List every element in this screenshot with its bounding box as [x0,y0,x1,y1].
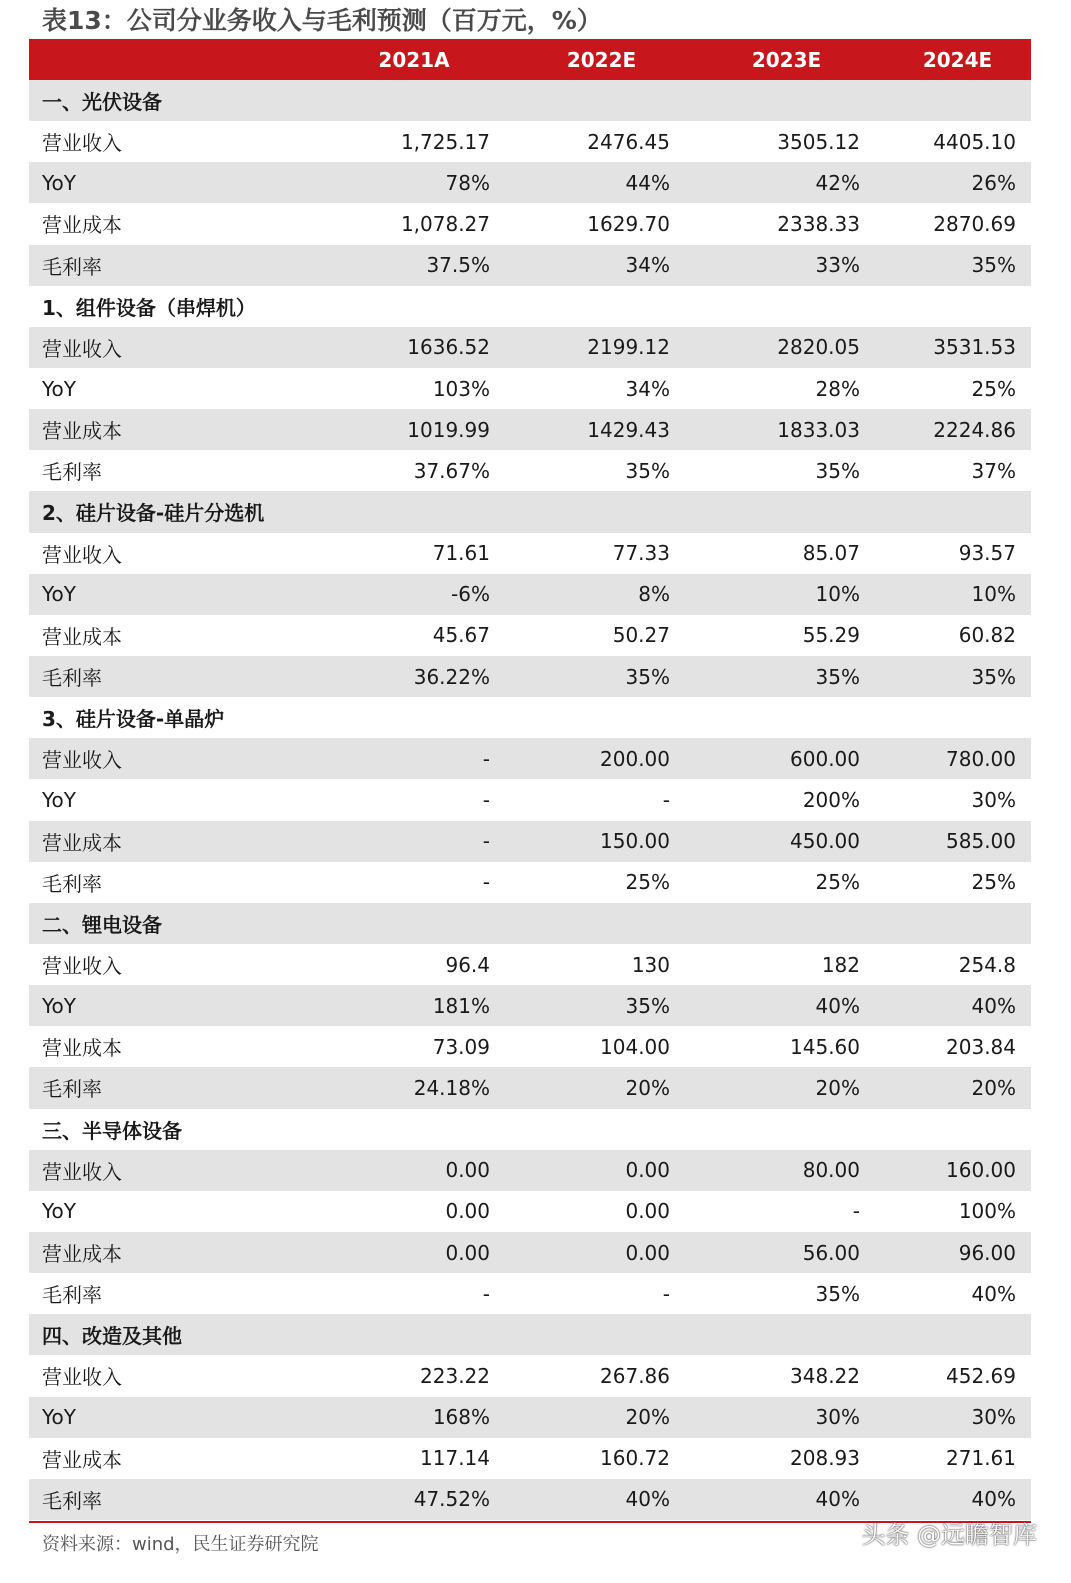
value-cell: 117.14 [420,1446,490,1471]
row-label: YoY [42,170,77,195]
section-title: 2、硅片设备-硅片分选机 [42,501,265,526]
value-cell: 1,078.27 [400,211,490,236]
value-cell: 452.69 [946,1363,1016,1388]
table-row [29,203,1031,244]
section-title: 1、组件设备（串焊机） [42,295,256,320]
value-cell: 26% [971,170,1016,195]
row-label: YoY [42,376,77,401]
section-header-row [29,80,1031,121]
value-cell: 35% [625,993,670,1018]
value-cell: 44% [625,170,670,195]
row-label: 营业成本 [42,830,122,855]
value-cell: - [482,746,490,771]
value-cell: 200.00 [600,746,670,771]
row-label: 毛利率 [42,666,102,691]
row-label: 毛利率 [42,254,102,279]
value-cell: 25% [971,376,1016,401]
value-cell: 2476.45 [587,129,670,154]
forecast-table [29,39,1031,1520]
table-row [29,1438,1031,1479]
value-cell: 8% [638,582,670,607]
table-row [29,245,1031,286]
value-cell: 3505.12 [777,129,860,154]
table-row [29,1397,1031,1438]
value-cell: 35% [625,664,670,689]
value-cell: 85.07 [802,541,860,566]
table-row [29,533,1031,574]
value-cell: 168% [432,1405,490,1430]
watermark: 头条 @远瞻智库 [861,1521,1037,1549]
section-header-row [29,1314,1031,1355]
value-cell: 25% [971,870,1016,895]
value-cell: 0.00 [625,1199,670,1224]
row-label: 营业成本 [42,624,122,649]
table-row [29,656,1031,697]
row-label: 营业成本 [42,1242,122,1266]
value-cell: 93.57 [958,541,1016,566]
value-cell: 96.4 [445,952,490,977]
value-cell: 145.60 [790,1034,860,1059]
section-title: 四、改造及其他 [42,1324,182,1349]
section-title: 三、半导体设备 [42,1118,182,1143]
value-cell: 0.00 [625,1240,670,1265]
value-cell: 203.84 [946,1034,1016,1059]
section-header-row [29,1109,1031,1150]
value-cell: 73.09 [432,1034,490,1059]
table-row [29,821,1031,862]
value-cell: 1019.99 [407,417,490,442]
row-label: 营业收入 [42,748,122,773]
table-row [29,862,1031,903]
row-label: 营业收入 [42,131,122,156]
row-label: 营业成本 [42,1036,122,1061]
value-cell: 1629.70 [587,211,670,236]
value-cell: 208.93 [790,1446,860,1471]
header-2021a: 2021A [378,47,450,72]
value-cell: 2870.69 [933,211,1016,236]
value-cell: - [482,1281,490,1306]
value-cell: 56.00 [802,1240,860,1265]
value-cell: - [482,870,490,895]
table-row [29,1355,1031,1396]
value-cell: 150.00 [600,829,670,854]
value-cell: - [482,787,490,812]
table-row [29,1273,1031,1314]
value-cell: 42% [815,170,860,195]
value-cell: 50.27 [612,623,670,648]
value-cell: 2820.05 [777,335,860,360]
table-row [29,368,1031,409]
value-cell: 20% [625,1075,670,1100]
table-row [29,1150,1031,1191]
value-cell: 160.00 [946,1158,1016,1183]
value-cell: 25% [815,870,860,895]
value-cell: 35% [815,664,860,689]
table-row [29,162,1031,203]
value-cell: 348.22 [790,1363,860,1388]
value-cell: 160.72 [600,1446,670,1471]
value-cell: 47.52% [413,1487,490,1512]
section-title: 一、光伏设备 [42,90,162,115]
value-cell: 2338.33 [777,211,860,236]
value-cell: 182 [821,952,860,977]
value-cell: - [852,1199,860,1224]
table-row [29,985,1031,1026]
value-cell: 34% [625,376,670,401]
value-cell: 25% [625,870,670,895]
section-header-row [29,286,1031,327]
value-cell: 80.00 [802,1158,860,1183]
value-cell: 40% [971,1487,1016,1512]
value-cell: 20% [815,1075,860,1100]
table-row [29,615,1031,656]
value-cell: 35% [815,458,860,483]
value-cell: 55.29 [802,623,860,648]
table-row [29,944,1031,985]
value-cell: 34% [625,253,670,278]
row-label: 毛利率 [42,1488,102,1513]
value-cell: 103% [432,376,490,401]
value-cell: 37.67% [413,458,490,483]
row-label: 毛利率 [42,1077,102,1102]
value-cell: - [662,1281,670,1306]
value-cell: 30% [971,787,1016,812]
table-row [29,327,1031,368]
section-header-row [29,697,1031,738]
value-cell: 35% [815,1281,860,1306]
table-title: 表13：公司分业务收入与毛利预测（百万元，%） [42,6,602,35]
value-cell: 20% [625,1405,670,1430]
value-cell: 35% [625,458,670,483]
source-note: 资料来源：wind，民生证券研究院 [42,1534,319,1555]
row-label: YoY [42,1199,77,1224]
value-cell: 78% [445,170,490,195]
row-label: 营业收入 [42,542,122,567]
row-label: 毛利率 [42,460,102,485]
value-cell: 40% [971,993,1016,1018]
header-2023e: 2023E [751,47,822,72]
row-label: 营业收入 [42,1159,122,1184]
row-label: YoY [42,582,77,607]
value-cell: 3531.53 [933,335,1016,360]
value-cell: 37.5% [426,253,490,278]
section-title: 3、硅片设备-单晶炉 [42,707,225,732]
section-header-row [29,903,1031,944]
value-cell: 271.61 [946,1446,1016,1471]
value-cell: 130 [631,952,670,977]
value-cell: 40% [971,1281,1016,1306]
value-cell: 450.00 [790,829,860,854]
value-cell: 20% [971,1075,1016,1100]
table-row [29,1067,1031,1108]
value-cell: 45.67 [432,623,490,648]
value-cell: 33% [815,253,860,278]
row-label: 毛利率 [42,871,102,896]
table-body [29,80,1031,1520]
value-cell: 2199.12 [587,335,670,360]
row-label: 营业收入 [42,1365,122,1390]
value-cell: 37% [971,458,1016,483]
value-cell: 24.18% [413,1075,490,1100]
table-row [29,121,1031,162]
value-cell: 254.8 [958,952,1016,977]
table-header [29,39,1031,80]
row-label: YoY [42,787,77,812]
value-cell: 1833.03 [777,417,860,442]
row-label: 毛利率 [42,1283,102,1308]
value-cell: 200% [802,787,860,812]
value-cell: 71.61 [432,541,490,566]
value-cell: 77.33 [612,541,670,566]
row-label: 营业成本 [42,419,122,444]
value-cell: 0.00 [445,1240,490,1265]
table-row [29,1479,1031,1520]
section-header-row [29,491,1031,532]
value-cell: - [482,829,490,854]
header-2024e: 2024E [922,47,993,72]
table-row [29,1026,1031,1067]
table-row [29,1232,1031,1273]
value-cell: -6% [451,582,490,607]
value-cell: 181% [432,993,490,1018]
value-cell: 100% [958,1199,1016,1224]
value-cell: - [662,787,670,812]
value-cell: 10% [815,582,860,607]
value-cell: 30% [815,1405,860,1430]
value-cell: 0.00 [625,1158,670,1183]
value-cell: 96.00 [958,1240,1016,1265]
table-row [29,450,1031,491]
row-label: 营业成本 [42,213,122,238]
value-cell: 600.00 [790,746,860,771]
row-label: 营业收入 [42,336,122,361]
value-cell: 35% [971,253,1016,278]
value-cell: 4405.10 [933,129,1016,154]
value-cell: 40% [815,993,860,1018]
table-row [29,574,1031,615]
value-cell: 1429.43 [587,417,670,442]
value-cell: 36.22% [413,664,490,689]
value-cell: 1,725.17 [400,129,490,154]
value-cell: 2224.86 [933,417,1016,442]
section-title: 二、锂电设备 [42,912,162,937]
row-label: YoY [42,1405,77,1430]
value-cell: 267.86 [600,1363,670,1388]
value-cell: 780.00 [946,746,1016,771]
table-row [29,738,1031,779]
value-cell: 223.22 [420,1363,490,1388]
header-2022e: 2022E [566,47,637,72]
table-row [29,409,1031,450]
value-cell: 0.00 [445,1158,490,1183]
value-cell: 585.00 [946,829,1016,854]
value-cell: 40% [625,1487,670,1512]
row-label: YoY [42,993,77,1018]
value-cell: 60.82 [958,623,1016,648]
value-cell: 104.00 [600,1034,670,1059]
value-cell: 28% [815,376,860,401]
value-cell: 30% [971,1405,1016,1430]
table-row [29,1191,1031,1232]
value-cell: 1636.52 [407,335,490,360]
row-label: 营业成本 [42,1447,122,1472]
value-cell: 35% [971,664,1016,689]
value-cell: 40% [815,1487,860,1512]
value-cell: 0.00 [445,1199,490,1224]
table-row [29,779,1031,820]
value-cell: 10% [971,582,1016,607]
row-label: 营业收入 [42,954,122,979]
